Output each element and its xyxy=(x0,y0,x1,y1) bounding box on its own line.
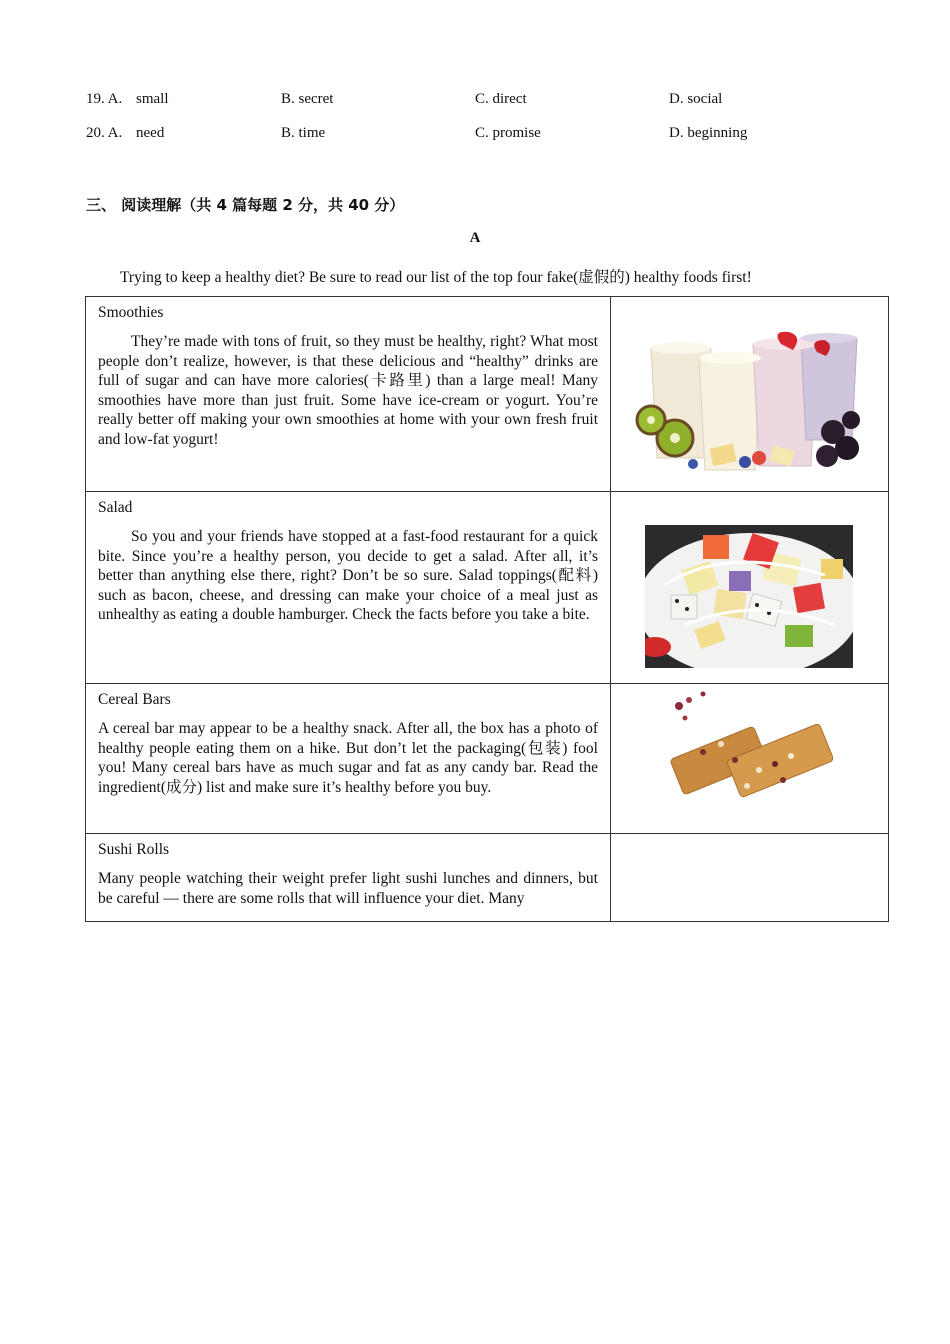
cereal-bar-photo xyxy=(663,690,833,816)
item-title: Cereal Bars xyxy=(98,691,171,708)
smoothies-illustration xyxy=(621,330,871,477)
text-cell xyxy=(86,684,611,834)
image-cell xyxy=(611,834,889,922)
table-row-cereal-bars xyxy=(86,684,889,834)
option-row-20 xyxy=(86,125,866,149)
item-body: Many people watching their weight prefer light sushi lunches and dinners, but be careful — there are some rolls that will influence your diet. Many xyxy=(98,870,598,907)
item-title: Salad xyxy=(98,499,133,516)
option-row-19 xyxy=(86,91,866,115)
passage-intro: Trying to keep a healthy diet? Be sure to read our list of the top four fake(虚假的) healthy foods first! xyxy=(120,269,752,286)
text-cell xyxy=(86,492,611,684)
item-body: A cereal bar may appear to be a healthy snack. After all, the box has a photo of healthy people eating them on a hike. But don’t let the packaging(包装) fool you! Many cereal bars have as much sugar and fat as any candy bar. Read the ingredient(成分) list and make sure it’s healthy before you buy. xyxy=(98,720,598,796)
item-title: Sushi Rolls xyxy=(98,841,170,858)
option-d: D. social xyxy=(669,91,723,107)
option-c: C. promise xyxy=(475,125,541,141)
option-b: B. secret xyxy=(281,91,334,107)
table-row-smoothies xyxy=(86,297,889,492)
image-cell xyxy=(611,492,889,684)
option-number: 20. A. xyxy=(86,125,123,141)
option-b: B. time xyxy=(281,125,326,141)
smoothies-photo xyxy=(621,330,871,477)
text-cell xyxy=(86,297,611,492)
image-cell xyxy=(611,297,889,492)
option-d: D. beginning xyxy=(669,125,748,141)
salad-illustration xyxy=(645,525,853,668)
item-body: They’re made with tons of fruit, so they must be healthy, right? What most people don’t realize, however, is that these delicious and “healthy” drinks are full of sugar and can have more calories(卡路里) than a large meal! Many smoothies have more than just fruit. Some have ice-cream or yogurt. You’re really better off making your own smoothies at home with your own fresh fruit and low-fat yogurt! xyxy=(98,333,598,448)
section-heading: 三、 阅读理解（共 4 篇每题 2 分，共 40 分） xyxy=(86,196,405,214)
passage-letter: A xyxy=(469,230,481,246)
table-row-sushi-rolls xyxy=(86,834,889,922)
image-cell xyxy=(611,684,889,834)
option-a: small xyxy=(136,91,169,107)
item-body: So you and your friends have stopped at a fast-food restaurant for a quick bite. Since you’re a healthy person, you decide to get a salad. After all, it’s better than anything else there, right? Don’t be so sure. Salad toppings(配料) such as bacon, cheese, and dressing can make your choice of a meal just as unhealthy as eating a double hamburger. Check the facts before you take a bite. xyxy=(98,528,598,624)
item-title: Smoothies xyxy=(98,304,164,321)
table-row-salad xyxy=(86,492,889,684)
cereal-bar-illustration xyxy=(663,690,833,816)
fake-healthy-foods-table xyxy=(85,296,889,922)
salad-photo xyxy=(645,525,853,668)
option-number: 19. A. xyxy=(86,91,123,107)
option-a: need xyxy=(136,125,165,141)
text-cell xyxy=(86,834,611,922)
option-c: C. direct xyxy=(475,91,527,107)
